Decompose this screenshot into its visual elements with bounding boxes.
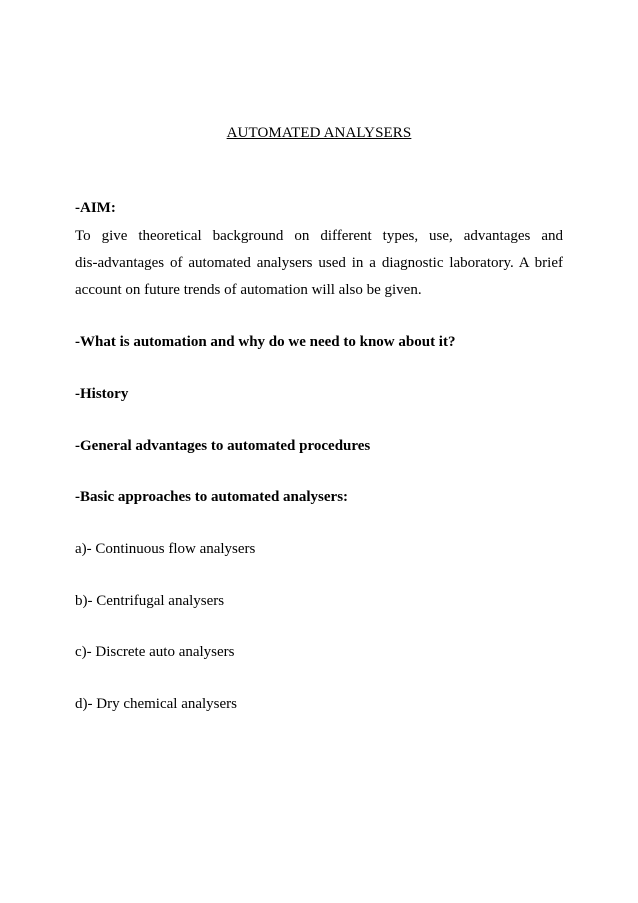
aim-line: To give theoretical background on different types, use, advantages and (75, 228, 563, 244)
section-heading-history: -History (75, 386, 129, 402)
aim-paragraph (75, 223, 563, 304)
document-title: AUTOMATED ANALYSERS (226, 125, 412, 141)
list-item-dry-chemical: d)- Dry chemical analysers (75, 696, 238, 712)
list-item-discrete-auto: c)- Discrete auto analysers (75, 644, 235, 660)
list-item-centrifugal: b)- Centrifugal analysers (75, 593, 225, 609)
section-heading-automation: -What is automation and why do we need to know about it? (75, 334, 456, 350)
section-heading-advantages: -General advantages to automated procedures (75, 438, 371, 454)
aim-heading: -AIM: (75, 200, 116, 216)
section-heading-approaches: -Basic approaches to automated analysers: (75, 489, 349, 505)
list-item-continuous-flow: a)- Continuous flow analysers (75, 541, 256, 557)
aim-line: account on future trends of automation will also be given. (75, 282, 422, 298)
aim-line: dis-advantages of automated analysers used in a diagnostic laboratory. A brief (75, 255, 563, 271)
